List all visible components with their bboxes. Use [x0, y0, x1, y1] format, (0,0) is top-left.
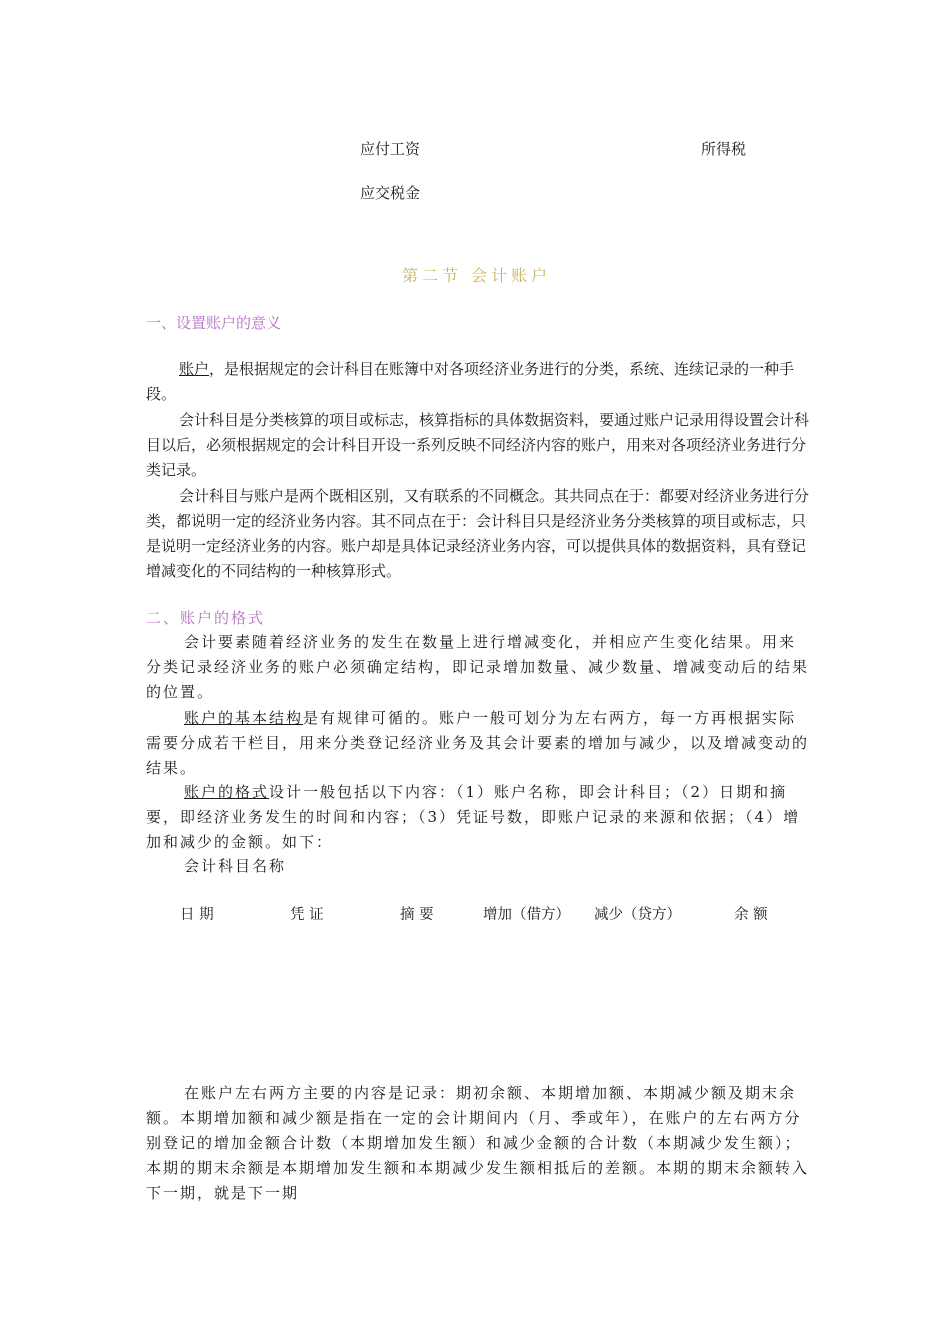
term-account-format: 账户的格式	[184, 783, 270, 801]
column-decrease-credit: 减少（贷方）	[594, 907, 681, 923]
paragraph-format-contents-text: 设计一般包括以下内容：（1）账户名称，即会计科目；（2）日期和摘要，即经济业务发生的时间和内容；（3）凭证号数，即账户记录的来源和依据；（4）增加和减少的金额。如下：	[146, 783, 801, 851]
column-date: 日 期	[180, 907, 214, 923]
column-balance: 余 额	[734, 907, 768, 923]
income-tax-label: 所得税	[701, 140, 747, 158]
taxes-payable-label: 应交税金	[360, 184, 421, 202]
paragraph-account-definition	[146, 357, 810, 407]
paragraph-format-contents	[146, 780, 810, 855]
paragraph-subject-vs-account: 会计科目是分类核算的项目或标志，核算指标的具体数据资料，要通过账户记录用得设置会计科目以后，必须根据规定的会计科目开设一系列反映不同经济内容的账户，用来对各项经济业务进行分类记录。	[146, 411, 810, 479]
heading-account-format: 二、账户的格式	[146, 609, 266, 627]
paragraph-basic-structure	[146, 706, 810, 781]
heading-account-meaning: 一、设置账户的意义	[146, 314, 282, 332]
column-summary: 摘 要	[400, 907, 434, 923]
wages-payable-label: 应付工资	[360, 140, 421, 158]
paragraph-basic-structure-text: 是有规律可循的。账户一般可划分为左右两方，每一方再根据实际需要分成若干栏目，用来分类登记经济业务及其会计要素的增加与减少，以及增减变动的结果。	[146, 709, 810, 777]
paragraph-elements-change: 会计要素随着经济业务的发生在数量上进行增减变化，并相应产生变化结果。用来分类记录经济业务的账户必须确定结构，即记录增加数量、减少数量、增减变动后的结果的位置。	[146, 633, 810, 701]
column-increase-debit: 增加（借方）	[483, 907, 570, 923]
paragraph-concepts: 会计科目与账户是两个既相区别，又有联系的不同概念。其共同点在于：都要对经济业务进行分类，都说明一定的经济业务内容。其不同点在于：会计科目只是经济业务分类核算的项目或标志，只是说明一定经济业务的内容。账户却是具体记录经济业务内容，可以提供具体的数据资料，具有登记增减变化的不同结构的一种核算形式。	[146, 487, 810, 580]
paragraph-account-definition-text: ，是根据规定的会计科目在账簿中对各项经济业务进行的分类，系统、连续记录的一种手段。	[146, 360, 795, 403]
term-basic-structure: 账户的基本结构	[184, 709, 304, 727]
column-voucher: 凭 证	[290, 907, 324, 923]
account-name-label: 会计科目名称	[184, 857, 287, 875]
paragraph-left-right-contents: 在账户左右两方主要的内容是记录：期初余额、本期增加额、本期减少额及期末余额。本期增加额和减少额是指在一定的会计期间内（月、季或年），在账户的左右两方分别登记的增加金额合计数（本期增加发生额）和减少金额的合计数（本期减少发生额）；本期的期末余额是本期增加发生额和本期减少发生额相抵后的差额。本期的期末余额转入下一期，就是下一期	[146, 1084, 810, 1202]
section-title: 第二节 会计账户	[402, 266, 552, 285]
term-account: 账户	[179, 360, 210, 378]
